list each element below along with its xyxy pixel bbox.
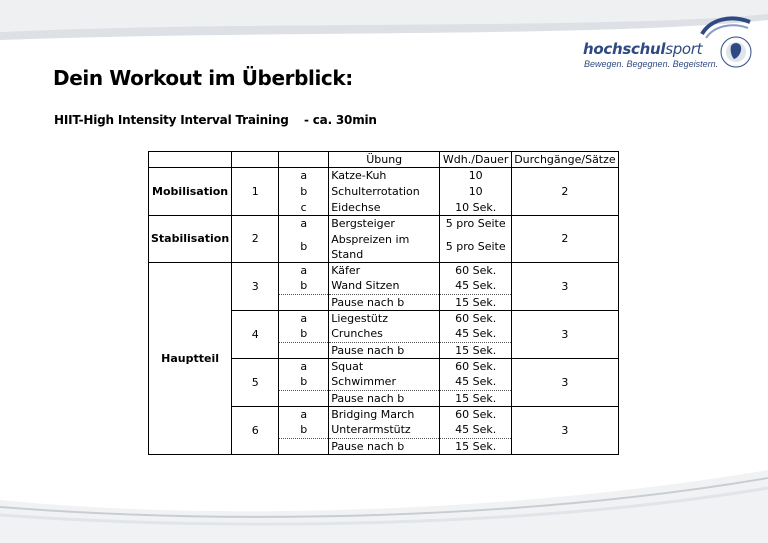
section-name: Hauptteil — [149, 262, 232, 454]
exercise-letter: b — [279, 278, 329, 294]
logo-tagline: Bewegen. Begegnen. Begeistern. — [584, 59, 719, 69]
exercise-letter — [279, 438, 329, 454]
table-row — [149, 262, 619, 278]
exercise-reps: 10 — [440, 184, 512, 200]
exercise-group-number: 5 — [232, 358, 279, 406]
exercise-reps: 45 Sek. — [440, 326, 512, 342]
exercise-group-number: 6 — [232, 406, 279, 454]
exercise-name: Schulterrotation — [329, 184, 440, 200]
exercise-name: Eidechse — [329, 200, 440, 216]
exercise-sets: 3 — [512, 262, 618, 310]
header-letter — [279, 152, 329, 168]
workout-subtitle — [54, 113, 377, 127]
exercise-name: Unterarmstütz — [329, 422, 440, 438]
exercise-letter: b — [279, 232, 329, 263]
exercise-name: Pause nach b — [329, 438, 440, 454]
header-section — [149, 152, 232, 168]
exercise-sets: 3 — [512, 310, 618, 358]
table-row — [149, 216, 619, 232]
section-name: Stabilisation — [149, 216, 232, 263]
table-row — [149, 168, 619, 184]
exercise-reps: 15 Sek. — [440, 390, 512, 406]
exercise-name: Schwimmer — [329, 374, 440, 390]
exercise-reps: 10 Sek. — [440, 200, 512, 216]
exercise-name: Crunches — [329, 326, 440, 342]
exercise-letter: a — [279, 358, 329, 374]
exercise-reps: 15 Sek. — [440, 342, 512, 358]
exercise-letter: b — [279, 374, 329, 390]
exercise-name: Wand Sitzen — [329, 278, 440, 294]
workout-duration: - ca. 30min — [304, 113, 377, 127]
exercise-name: Bridging March — [329, 406, 440, 422]
header-number — [232, 152, 279, 168]
exercise-letter: a — [279, 216, 329, 232]
exercise-reps: 45 Sek. — [440, 278, 512, 294]
exercise-name: Liegestütz — [329, 310, 440, 326]
exercise-reps: 10 — [440, 168, 512, 184]
university-seal-icon — [700, 14, 758, 76]
header-exercise: Übung — [329, 152, 440, 168]
workout-name: HIIT-High Intensity Interval Training — [54, 113, 289, 127]
header-reps: Wdh./Dauer — [440, 152, 512, 168]
exercise-group-number: 4 — [232, 310, 279, 358]
exercise-letter: a — [279, 168, 329, 184]
section-name: Mobilisation — [149, 168, 232, 216]
exercise-name: Pause nach b — [329, 294, 440, 310]
exercise-sets: 2 — [512, 168, 618, 216]
exercise-sets: 3 — [512, 358, 618, 406]
exercise-letter — [279, 294, 329, 310]
header-sets: Durchgänge/Sätze — [512, 152, 618, 168]
hochschulsport-logo — [583, 14, 758, 84]
exercise-name: Käfer — [329, 262, 440, 278]
exercise-reps: 45 Sek. — [440, 422, 512, 438]
exercise-letter: a — [279, 406, 329, 422]
exercise-reps: 15 Sek. — [440, 438, 512, 454]
exercise-letter: b — [279, 326, 329, 342]
exercise-reps: 60 Sek. — [440, 310, 512, 326]
exercise-letter: a — [279, 310, 329, 326]
exercise-letter: b — [279, 422, 329, 438]
exercise-reps: 60 Sek. — [440, 358, 512, 374]
workout-table — [148, 151, 619, 455]
exercise-reps: 45 Sek. — [440, 374, 512, 390]
exercise-letter — [279, 342, 329, 358]
exercise-reps: 60 Sek. — [440, 262, 512, 278]
exercise-name: Abspreizen im Stand — [329, 232, 440, 263]
exercise-letter: c — [279, 200, 329, 216]
exercise-name: Pause nach b — [329, 390, 440, 406]
page-title: Dein Workout im Überblick: — [53, 66, 353, 90]
exercise-group-number: 2 — [232, 216, 279, 263]
logo-wordmark: hochschulsport — [583, 40, 703, 58]
exercise-sets: 3 — [512, 406, 618, 454]
exercise-letter: a — [279, 262, 329, 278]
exercise-group-number: 1 — [232, 168, 279, 216]
table-header-row — [149, 152, 619, 168]
exercise-name: Pause nach b — [329, 342, 440, 358]
exercise-letter: b — [279, 184, 329, 200]
exercise-name: Squat — [329, 358, 440, 374]
exercise-group-number: 3 — [232, 262, 279, 310]
exercise-name: Katze-Kuh — [329, 168, 440, 184]
exercise-reps: 5 pro Seite — [440, 232, 512, 263]
exercise-name: Bergsteiger — [329, 216, 440, 232]
exercise-reps: 5 pro Seite — [440, 216, 512, 232]
exercise-reps: 15 Sek. — [440, 294, 512, 310]
exercise-letter — [279, 390, 329, 406]
exercise-sets: 2 — [512, 216, 618, 263]
exercise-reps: 60 Sek. — [440, 406, 512, 422]
